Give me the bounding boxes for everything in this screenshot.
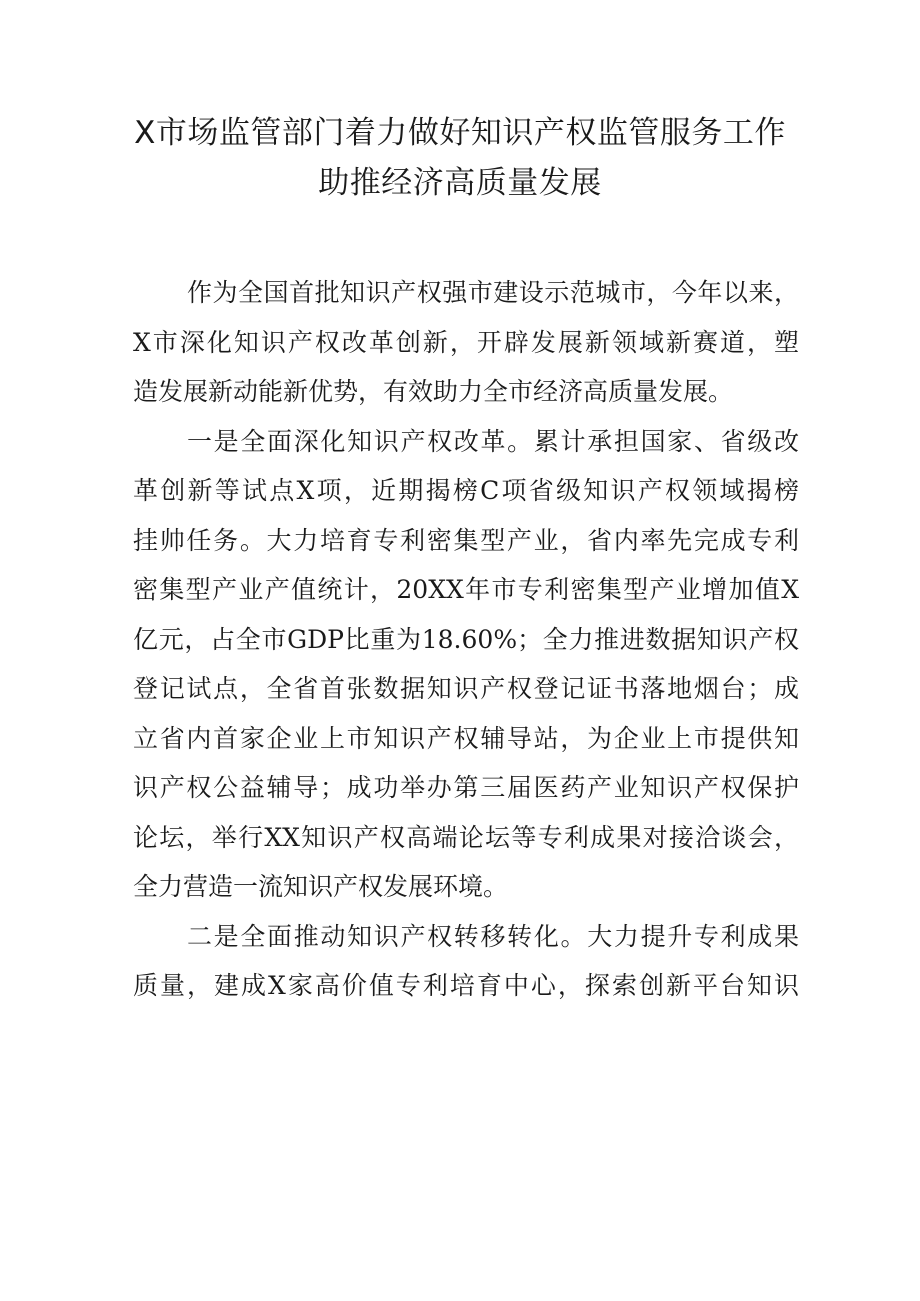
paragraph-line: 质量，建成X家高价值专利培育中心，探索创新平台知识 [133,971,799,1000]
paragraph-line: 造发展新动能新优势，有效助力全市经济高质量发展。 [133,377,734,406]
title-line-2: 助推经济高质量发展 [318,165,602,201]
title-line-1: X市场监管部门着力做好知识产权监管服务工作 [134,115,786,151]
paragraph-line: X市深化知识产权改革创新，开辟发展新领域新赛道，塑 [133,327,799,357]
paragraph-line: 挂帅任务。大力培育专利密集型产业，省内率先完成专利 [133,525,799,555]
paragraph-line: 全力营造一流知识产权发展环境。 [133,872,509,901]
paragraph-line: 登记试点，全省首张数据知识产权登记证书落地烟台；成 [133,674,799,703]
paragraph-line: 作为全国首批知识产权强市建设示范城市，今年以来， [187,278,799,307]
paragraph-line: 论坛，举行XX知识产权高端论坛等专利成果对接洽谈会， [133,822,799,852]
paragraph-line: 革创新等试点X项，近期揭榜C项省级知识产权领域揭榜 [133,476,799,505]
paragraph-line: 二是全面推动知识产权转移转化。大力提升专利成果 [187,921,799,951]
paragraph-line: 一是全面深化知识产权改革。累计承担国家、省级改 [187,426,799,456]
document-body [133,268,799,1011]
paragraph-line: 亿元，占全市GDP比重为18.60%；全力推进数据知识产权 [133,624,799,654]
paragraph-line: 密集型产业产值统计，20XX年市专利密集型产业增加值X [133,575,799,604]
paragraph-line: 立省内首家企业上市知识产权辅导站，为企业上市提供知 [133,723,799,753]
document-title [100,108,820,208]
paragraph-line: 识产权公益辅导；成功举办第三届医药产业知识产权保护 [133,773,799,802]
